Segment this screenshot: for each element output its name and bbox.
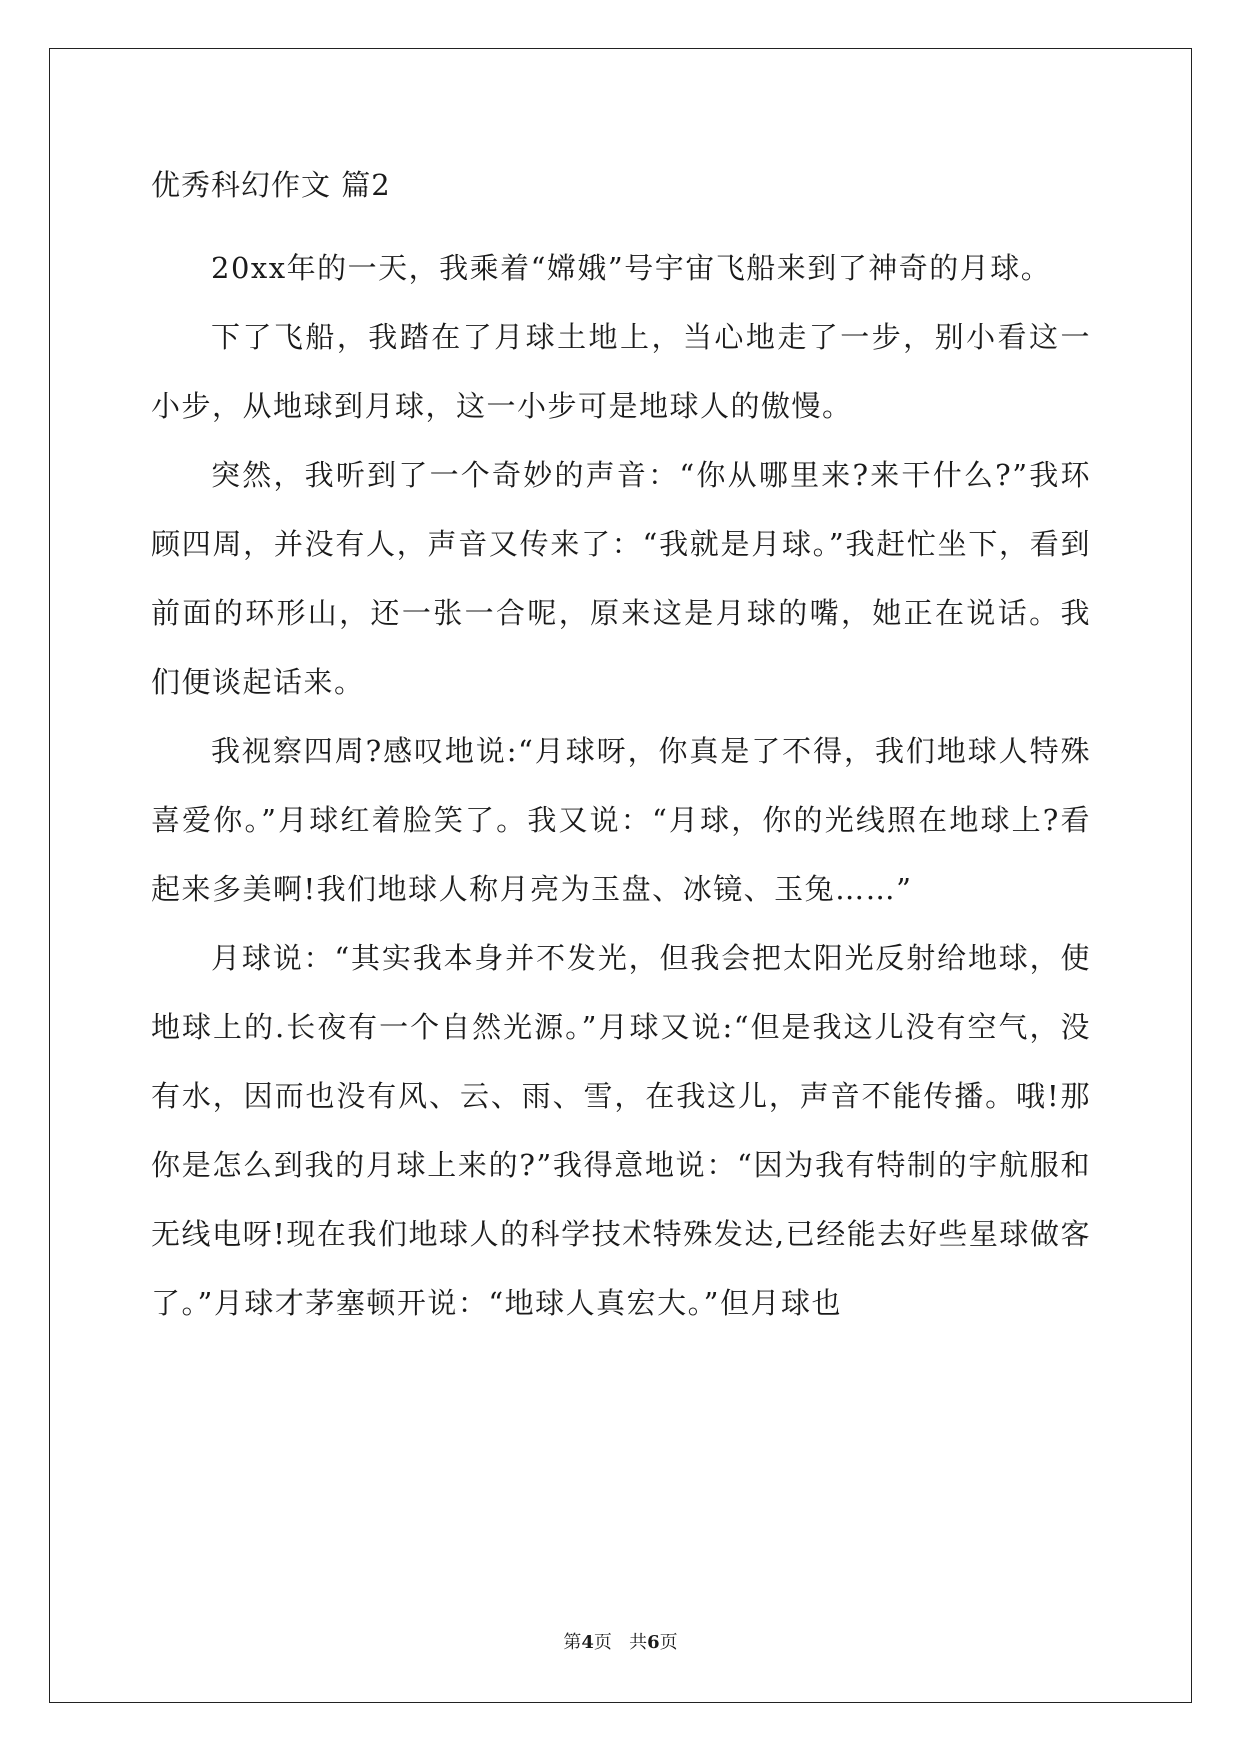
page-footer xyxy=(0,1631,1241,1655)
footer-prefix: 第 xyxy=(563,1632,582,1653)
paragraph: 突然，我听到了一个奇妙的声音：“你从哪里来?来干什么?”我环顾四周，并没有人，声音又传来了：“我就是月球。”我赶忙坐下，看到前面的环形山，还一张一合呢，原来这是月球的嘴，她正在说话。我们便谈起话来。 xyxy=(151,458,1091,699)
paragraph: 20xx年的一天，我乘着“嫦娥”号宇宙飞船来到了神奇的月球。 xyxy=(211,251,1052,285)
footer-middle: 页 共 xyxy=(593,1632,648,1653)
paragraph: 月球说：“其实我本身并不发光，但我会把太阳光反射给地球，使地球上的.长夜有一个自然光源。”月球又说:“但是我这儿没有空气，没有水，因而也没有风、云、雨、雪，在我这儿，声音不能传播。哦!那你是怎么到我的月球上来的?”我得意地说：“因为我有特制的宇航服和无线电呀!现在我们地球人的科学技术特殊发达,已经能去好些星球做客了。”月球才茅塞顿开说：“地球人真宏大。”但月球也 xyxy=(151,941,1091,1320)
current-page-number: 4 xyxy=(581,1632,594,1653)
document-title: 优秀科幻作文 篇2 xyxy=(151,168,391,202)
total-page-count: 6 xyxy=(647,1632,660,1653)
footer-suffix: 页 xyxy=(659,1632,678,1653)
document-body xyxy=(151,165,1091,1338)
paragraph: 下了飞船，我踏在了月球土地上，当心地走了一步，别小看这一小步，从地球到月球，这一小步可是地球人的傲慢。 xyxy=(151,320,1091,423)
paragraph: 我视察四周?感叹地说:“月球呀，你真是了不得，我们地球人特殊喜爱你。”月球红着脸笑了。我又说：“月球，你的光线照在地球上?看起来多美啊!我们地球人称月亮为玉盘、冰镜、玉兔……” xyxy=(151,734,1091,906)
